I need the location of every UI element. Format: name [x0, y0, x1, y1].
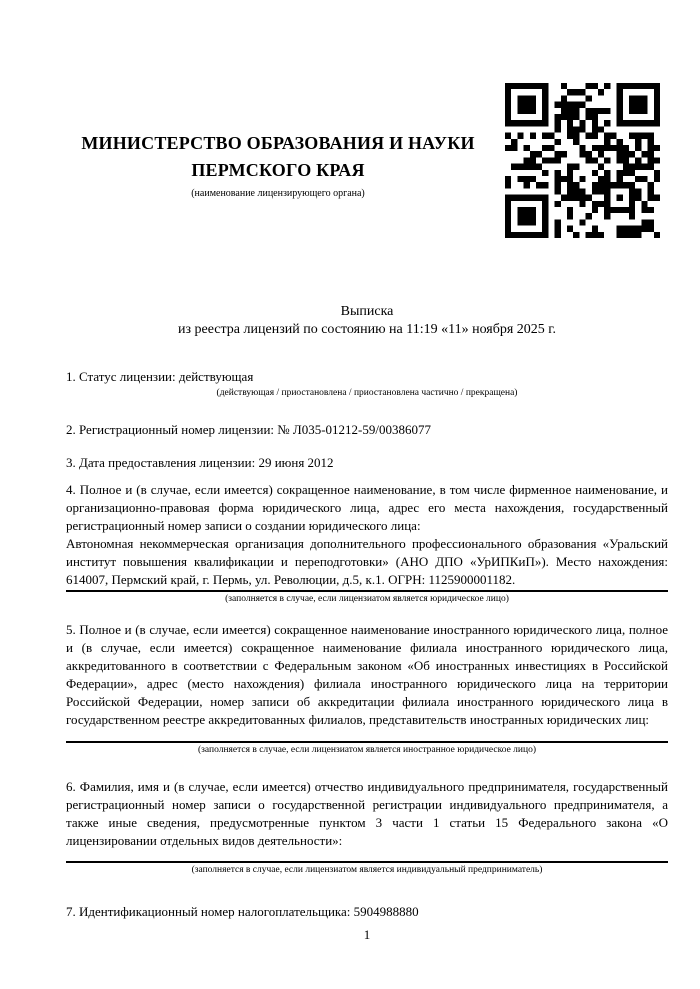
- legal-entity-label: 4. Полное и (в случае, если имеется) сокращенное наименование, в том числе фирменное наименование, и организационно-правовая форма юридического лица, адрес его места нахождения, государственный регистрационный номер записи о создании юридического лица:: [66, 482, 668, 533]
- document-title-block: [66, 303, 668, 339]
- legal-entity-caption: (заполняется в случае, если лицензиатом является юридическое лицо): [225, 594, 509, 604]
- license-status-options-caption: (действующая / приостановлена / приостановлена частично / прекращена): [216, 388, 518, 398]
- individual-entrepreneur-label: 6. Фамилия, имя и (в случае, если имеется) отчество индивидуального предпринимателя, государственный регистрационный номер записи о государственной регистрации индивидуального предпринимателя, а также иные сведения, предусмотренные пунктом 3 части 1 статьи 15 Федерального закона «О лицензировании отдельных видов деятельности»:: [66, 779, 668, 848]
- document-subtitle: из реестра лицензий по состоянию на 11:19 «11» ноября 2025 г.: [178, 322, 556, 337]
- license-grant-date-field: 3. Дата предоставления лицензии: 29 июня 2012: [66, 455, 334, 470]
- license-registration-number-field: 2. Регистрационный номер лицензии: № Л035-01212-59/00386077: [66, 422, 432, 437]
- license-status-field: 1. Статус лицензии: действующая: [66, 369, 254, 384]
- licensing-authority-caption: (наименование лицензирующего органа): [191, 188, 365, 199]
- individual-entrepreneur-section: [66, 778, 668, 877]
- taxpayer-id-field: 7. Идентификационный номер налогоплательщика: 5904988880: [66, 904, 419, 919]
- document-title: Выписка: [340, 304, 394, 319]
- page-number: 1: [363, 927, 371, 942]
- document-body: [66, 303, 668, 921]
- ministry-name-line2: ПЕРМСКОГО КРАЯ: [191, 160, 365, 180]
- document-header: [66, 130, 490, 200]
- legal-entity-section: [66, 481, 668, 606]
- qr-code-icon: [505, 83, 660, 238]
- individual-entrepreneur-caption: (заполняется в случае, если лицензиатом является индивидуальный предприниматель): [191, 865, 543, 875]
- ministry-name-line1: МИНИСТЕРСТВО ОБРАЗОВАНИЯ И НАУКИ: [81, 133, 475, 153]
- legal-entity-value: Автономная некоммерческая организация дополнительного профессионального образования «Уральский институт повышения квалификации и переподготовки» (АНО ДПО «УрИПКиП»). Место нахождения: 614007, Пермский край, г. Пермь, ул. Революции, д.5, к.1. ОГРН: 1125900001182.: [66, 536, 668, 587]
- foreign-entity-label: 5. Полное и (в случае, если имеется) сокращенное наименование иностранного юридического лица, полное и (в случае, если имеется) сокращенное наименование филиала иностранного юридического лица, аккредитованного в соответствии с Федеральным законом «Об иностранных инвестициях в Российской Федерации», адрес (место нахождения) филиала иностранного юридического лица на территории Российской Федерации, номер записи об аккредитации филиала иностранного юридического лица в государственном реестре аккредитованных филиалов, представительств иностранных юридических лиц:: [66, 622, 668, 727]
- foreign-entity-caption: (заполняется в случае, если лицензиатом является иностранное юридическое лицо): [198, 745, 536, 755]
- foreign-entity-section: [66, 621, 668, 757]
